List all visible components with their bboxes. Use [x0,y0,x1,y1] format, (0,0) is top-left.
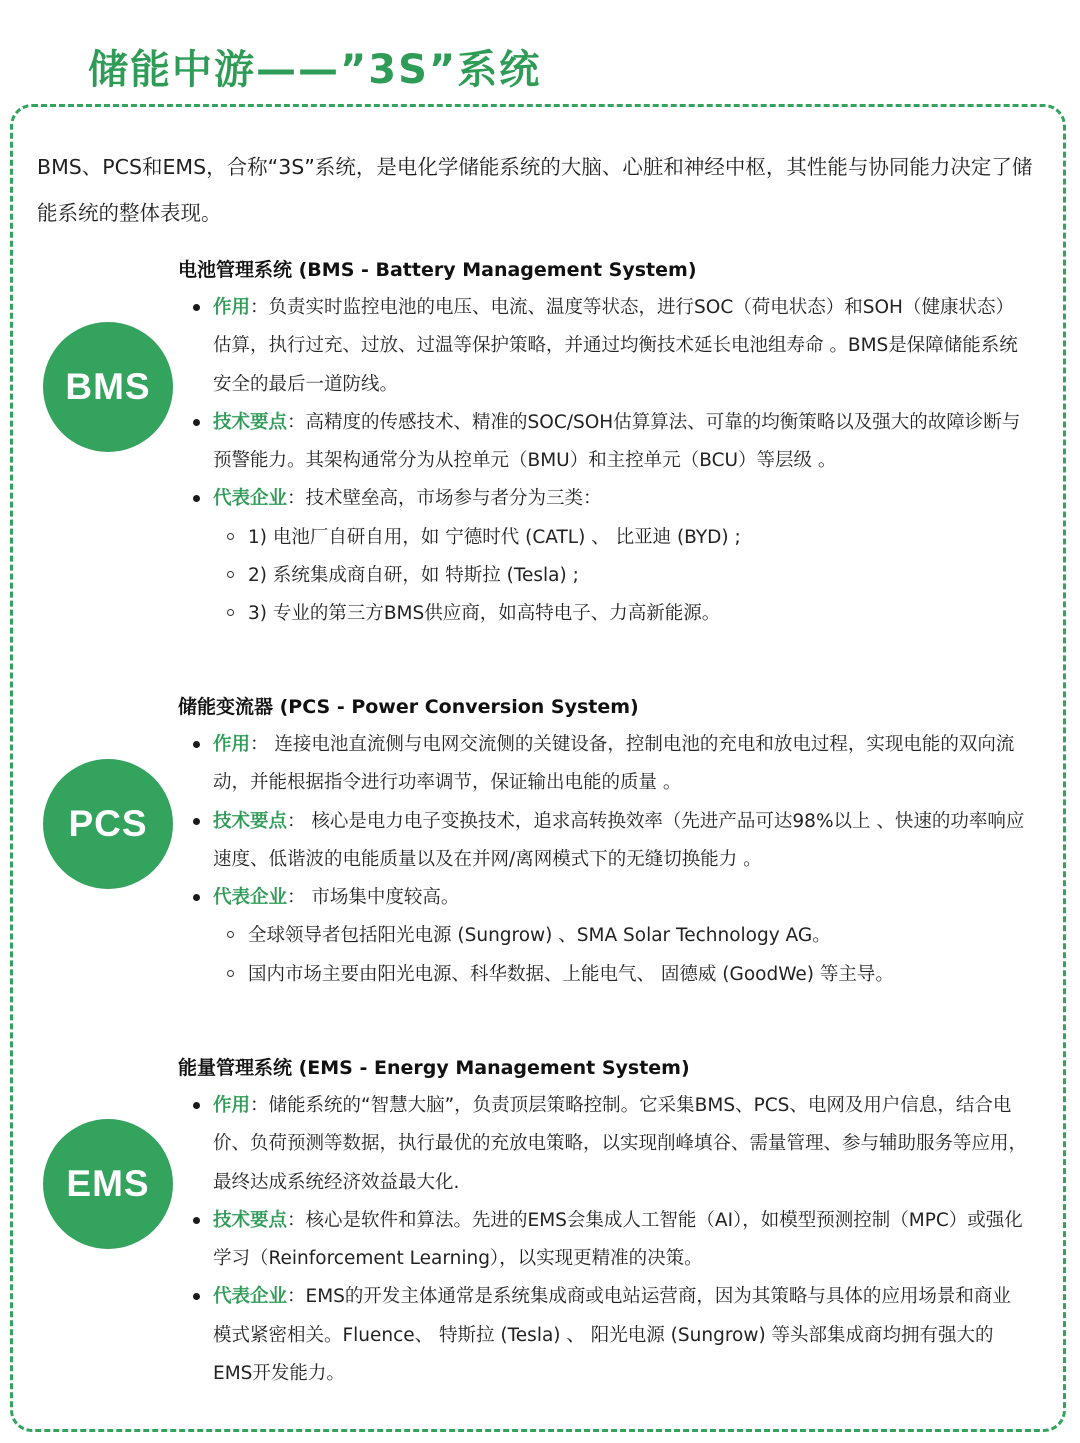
pcs-badge-label: PCS [68,803,148,844]
bms-tech-keyword: 技术要点 [213,411,288,433]
bms-badge [43,322,173,452]
bms-badge-label: BMS [65,366,151,407]
pcs-role-item [178,726,1028,803]
list-item: 3) 专业的第三方BMS供应商，如高特电子、力高新能源。 [213,595,1028,633]
ems-section-title: 能量管理系统 (EMS - Energy Management System) [178,1057,690,1079]
ems-tech-text: ：核心是软件和算法。先进的EMS会集成人工智能（AI），如模型预测控制（MPC）或强化学习（Reinforcement Learning），以实现更精准的决策。 [213,1209,1023,1270]
list-item: 国内市场主要由阳光电源、科华数据、上能电气、 固德威 (GoodWe) 等主导。 [213,956,1028,994]
pcs-rep-keyword: 代表企业 [213,887,288,909]
bms-tech-text: ：高精度的传感技术、精准的SOC/SOH估算算法、可靠的均衡策略以及强大的故障诊断与预警能力。其架构通常分为从控单元（BMU）和主控单元（BCU）等层级 。 [213,411,1021,472]
list-item: 2) 系统集成商自研，如 特斯拉 (Tesla) ; [213,557,1028,595]
bms-section [178,251,1028,634]
ems-role-item [178,1087,1028,1202]
pcs-tech-keyword: 技术要点 [213,810,288,832]
bms-rep-keyword: 代表企业 [213,488,288,510]
ems-tech-keyword: 技术要点 [213,1209,288,1231]
pcs-tech-text: ： 核心是电力电子变换技术，追求高转换效率（先进产品可达98%以上 、快速的功率响应速度、低谐波的电能质量以及在并网/离网模式下的无缝切换能力 。 [213,810,1025,870]
ems-list [178,1087,1028,1393]
bms-list [178,289,1028,519]
pcs-rep-sublist [178,917,1028,994]
bms-rep-sublist [178,519,1028,634]
ems-badge [43,1119,173,1249]
bms-rep-text: ：技术壁垒高，市场参与者分为三类： [287,488,602,510]
list-item: 全球领导者包括阳光电源 (Sungrow) 、SMA Solar Technology AG。 [213,917,1028,955]
pcs-section [178,688,1028,994]
bms-role-item [178,289,1028,404]
pcs-rep-item [178,879,1028,917]
ems-badge-label: EMS [66,1163,150,1204]
ems-rep-text: ：EMS的开发主体通常是系统集成商或电站运营商，因为其策略与具体的应用场景和商业模式紧密相关。Fluence、 特斯拉 (Tesla) 、 阳光电源 (Sungrow) 等头部集成商均拥有强大的EMS开发能力。 [213,1286,1011,1385]
intro-paragraph: BMS、PCS和EMS，合称“3S”系统，是电化学储能系统的大脑、心脏和神经中枢，其性能与协同能力决定了储能系统的整体表现。 [37,155,1033,225]
bms-role-text: ：负责实时监控电池的电压、电流、温度等状态，进行SOC（荷电状态）和SOH（健康状态）估算，执行过充、过放、过温等保护策略，并通过均衡技术延长电池组寿命 。BMS是保障储能系统安全的最后一道防线。 [213,297,1018,395]
ems-role-keyword: 作用 [213,1095,251,1116]
ems-rep-keyword: 代表企业 [213,1286,288,1308]
ems-tech-item [178,1202,1028,1279]
bms-section-title: 电池管理系统 (BMS - Battery Management System) [178,259,697,281]
pcs-badge [43,759,173,889]
bms-tech-item [178,404,1028,481]
pcs-role-keyword: 作用 [213,734,251,755]
ems-rep-item [178,1278,1028,1393]
bms-rep-item [178,480,1028,518]
pcs-tech-item [178,803,1028,880]
pcs-list [178,726,1028,917]
bms-role-keyword: 作用 [213,297,251,318]
ems-role-text: ：储能系统的“智慧大脑”，负责顶层策略控制。它采集BMS、PCS、电网及用户信息，结合电价、负荷预测等数据，执行最优的充放电策略，以实现削峰填谷、需量管理、参与辅助服务等应用，最终达成系统经济效益最大化. [213,1095,1028,1193]
pcs-section-title: 储能变流器 (PCS - Power Conversion System) [178,696,639,718]
page-title: 储能中游——”3S”系统 [88,47,542,93]
ems-section [178,1049,1028,1393]
pcs-rep-text: ： 市场集中度较高。 [287,887,460,909]
pcs-role-text: ： 连接电池直流侧与电网交流侧的关键设备，控制电池的充电和放电过程，实现电能的双向流动，并能根据指令进行功率调节，保证输出电能的质量 。 [213,734,1015,794]
list-item: 1) 电池厂自研自用，如 宁德时代 (CATL) 、 比亚迪 (BYD) ; [213,519,1028,557]
